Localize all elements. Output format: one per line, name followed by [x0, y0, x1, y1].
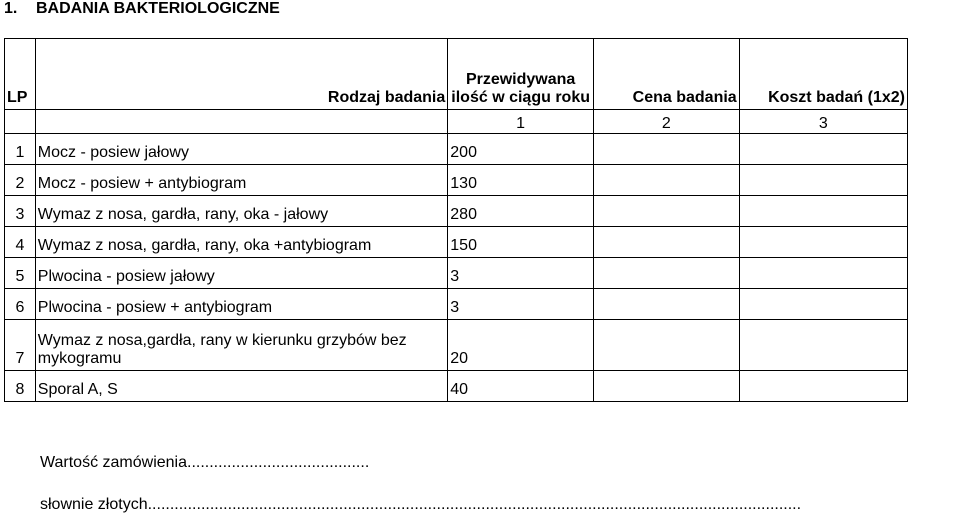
row-price-cell[interactable] — [593, 371, 739, 402]
section-number: 1. — [4, 0, 18, 17]
col-number-lp — [5, 110, 36, 134]
row-quantity: 3 — [448, 258, 594, 289]
header-test-cost: Koszt badań (1x2) — [739, 39, 907, 110]
row-test-name: Plwocina - posiew + antybiogram — [35, 289, 448, 320]
row-lp: 4 — [5, 227, 36, 258]
row-cost-cell[interactable] — [739, 134, 907, 165]
row-price-cell[interactable] — [593, 196, 739, 227]
row-price-cell[interactable] — [593, 165, 739, 196]
column-number-row — [5, 110, 908, 134]
row-lp: 3 — [5, 196, 36, 227]
row-cost-cell[interactable] — [739, 165, 907, 196]
col-number-qty: 1 — [448, 110, 594, 134]
header-test-type: Rodzaj badania — [35, 39, 448, 110]
row-test-name: Wymaz z nosa,gardła, rany w kierunku grzybów bez mykogramu — [35, 320, 448, 371]
row-test-name: Mocz - posiew jałowy — [35, 134, 448, 165]
row-lp: 5 — [5, 258, 36, 289]
row-cost-cell[interactable] — [739, 258, 907, 289]
row-quantity: 3 — [448, 289, 594, 320]
amount-in-words-line: słownie złotych................................................................................................................................................... — [40, 496, 802, 513]
row-lp: 8 — [5, 371, 36, 402]
table-row — [5, 289, 908, 320]
row-price-cell[interactable] — [593, 320, 739, 371]
header-expected-quantity: Przewidywana ilość w ciągu roku — [448, 39, 594, 110]
table-row — [5, 227, 908, 258]
row-test-name: Sporal A, S — [35, 371, 448, 402]
table-row — [5, 371, 908, 402]
section-title: BADANIA BAKTERIOLOGICZNE — [36, 0, 280, 17]
row-lp: 1 — [5, 134, 36, 165]
row-test-name: Wymaz z nosa, gardła, rany, oka - jałowy — [35, 196, 448, 227]
table-row — [5, 258, 908, 289]
row-cost-cell[interactable] — [739, 227, 907, 258]
row-quantity: 20 — [448, 320, 594, 371]
row-quantity: 200 — [448, 134, 594, 165]
row-test-name: Mocz - posiew + antybiogram — [35, 165, 448, 196]
col-number-cost: 3 — [739, 110, 907, 134]
header-test-price: Cena badania — [593, 39, 739, 110]
table-row — [5, 320, 908, 371]
row-quantity: 40 — [448, 371, 594, 402]
row-cost-cell[interactable] — [739, 196, 907, 227]
row-quantity: 280 — [448, 196, 594, 227]
table-row — [5, 165, 908, 196]
row-cost-cell[interactable] — [739, 289, 907, 320]
header-lp: LP — [5, 39, 36, 110]
row-quantity: 150 — [448, 227, 594, 258]
section-heading — [4, 0, 280, 18]
order-value-line: Wartość zamówienia......................................... — [40, 454, 370, 471]
row-lp: 2 — [5, 165, 36, 196]
row-test-name: Wymaz z nosa, gardła, rany, oka +antybiogram — [35, 227, 448, 258]
row-price-cell[interactable] — [593, 134, 739, 165]
row-lp: 6 — [5, 289, 36, 320]
row-price-cell[interactable] — [593, 258, 739, 289]
row-lp: 7 — [5, 320, 36, 371]
row-price-cell[interactable] — [593, 227, 739, 258]
table-header-row — [5, 39, 908, 110]
row-cost-cell[interactable] — [739, 320, 907, 371]
row-test-name: Plwocina - posiew jałowy — [35, 258, 448, 289]
tests-table — [4, 38, 908, 402]
row-quantity: 130 — [448, 165, 594, 196]
col-number-price: 2 — [593, 110, 739, 134]
table-row — [5, 134, 908, 165]
row-cost-cell[interactable] — [739, 371, 907, 402]
row-price-cell[interactable] — [593, 289, 739, 320]
col-number-name — [35, 110, 448, 134]
table-row — [5, 196, 908, 227]
